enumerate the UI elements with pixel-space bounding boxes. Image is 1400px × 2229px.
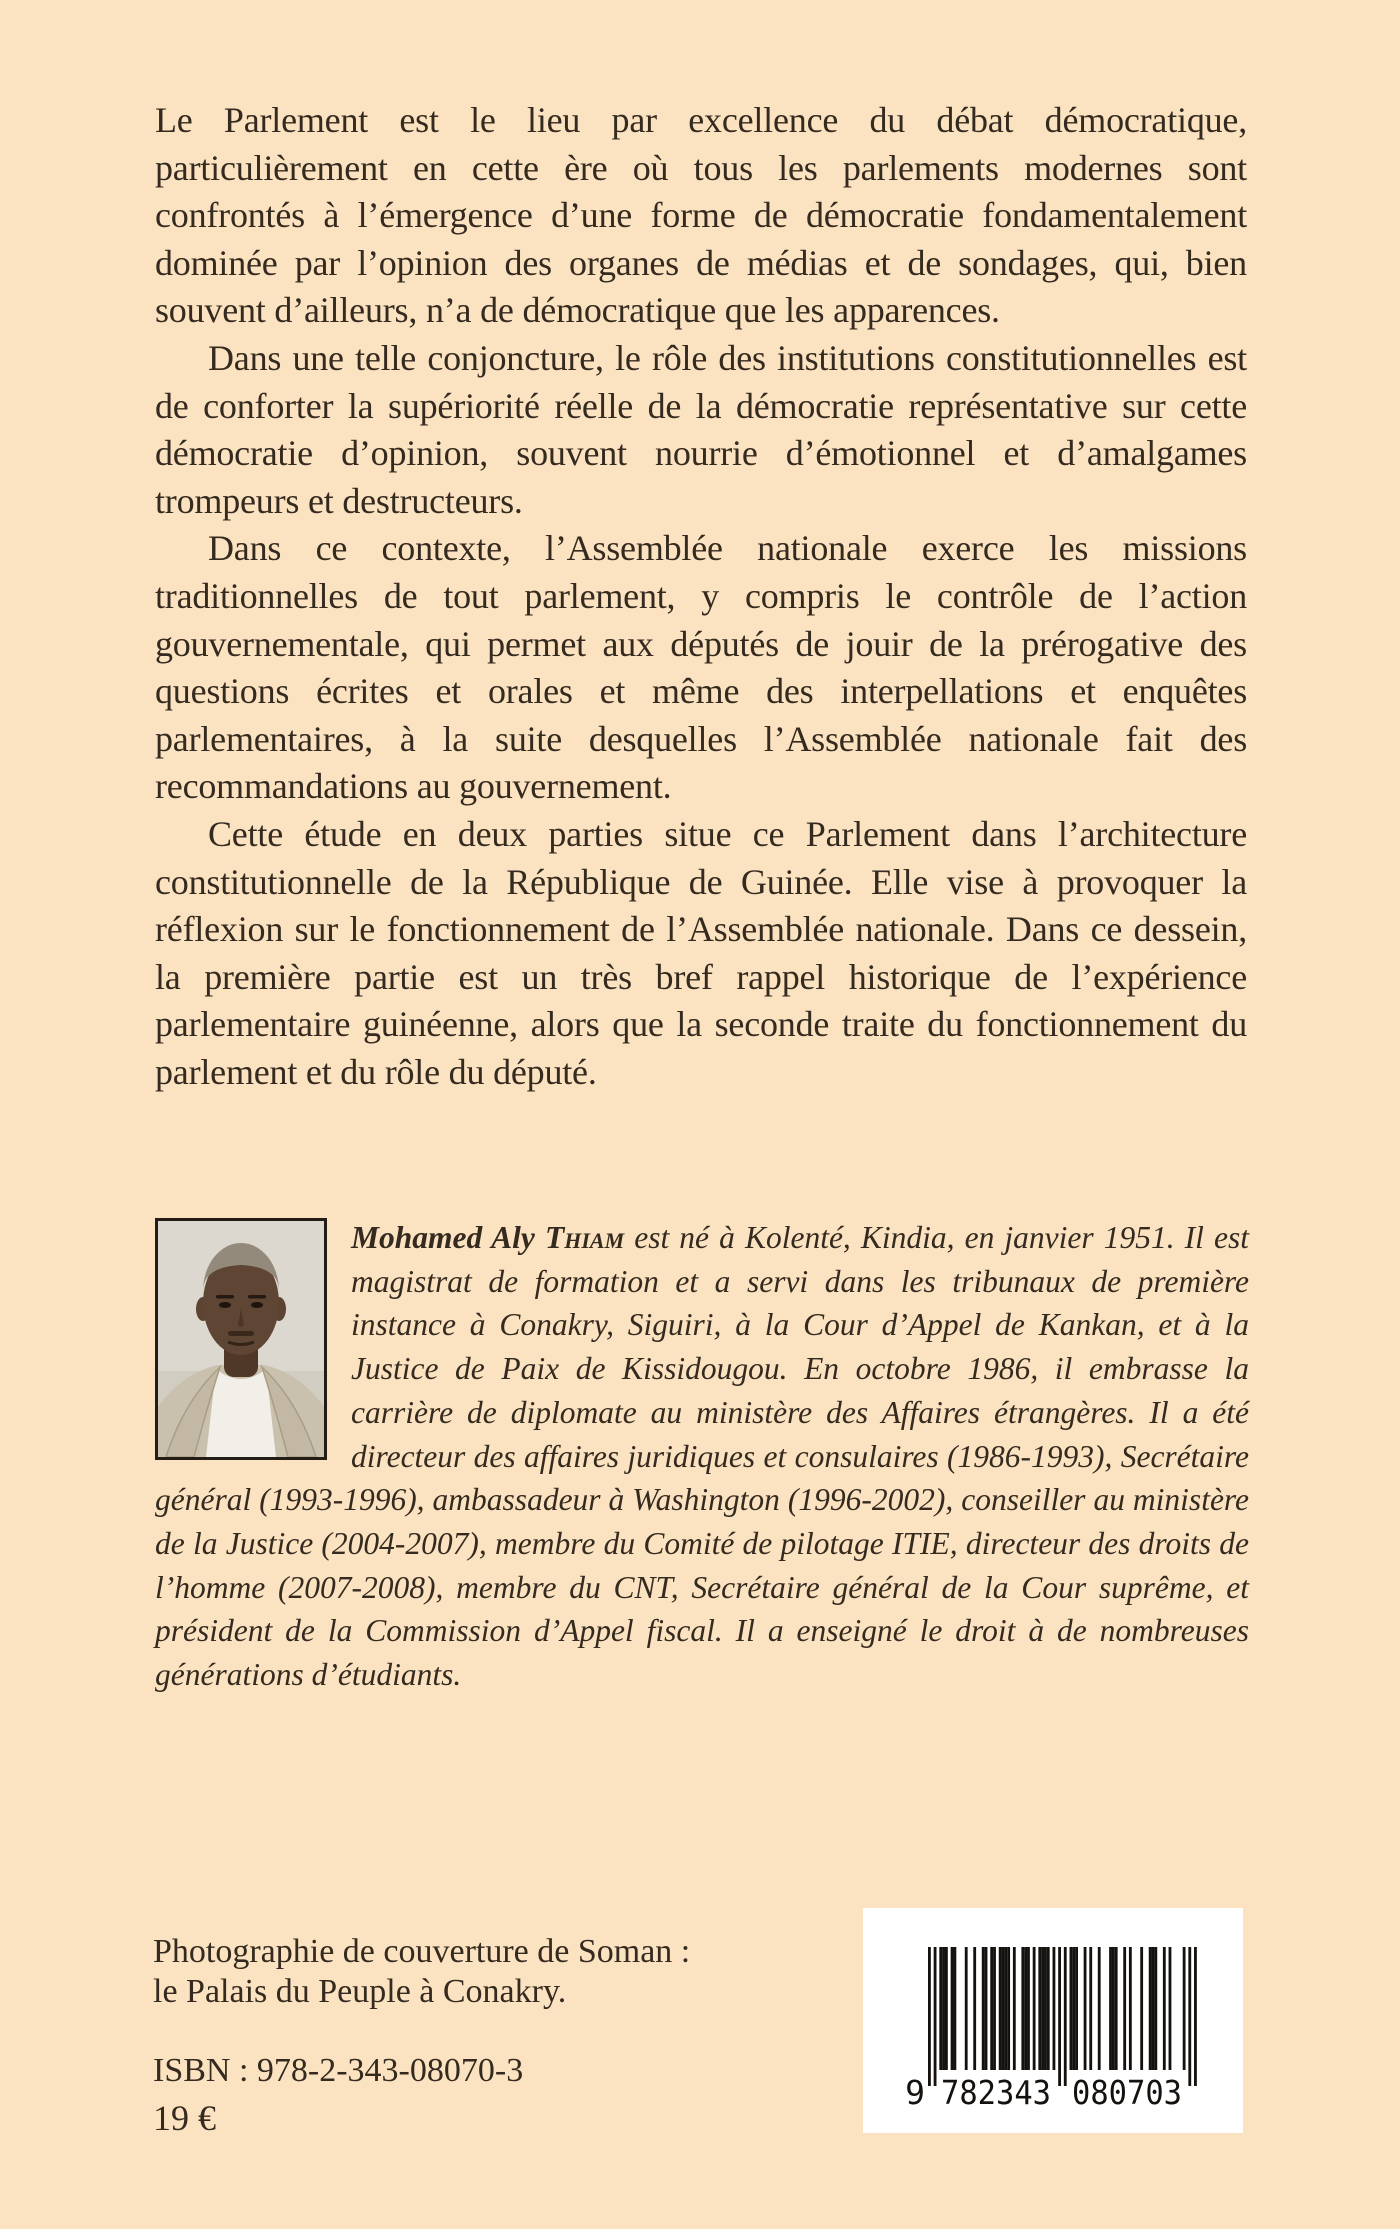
- barcode-digits-group1: 782343: [941, 2073, 1051, 2112]
- synopsis-paragraph-2: Dans une telle conjoncture, le rôle des institutions constitutionnelles est de conforter la supériorité réelle de la démocratie représentative sur cette démocratie d’opinion, souvent nourrie d’émotionnel et d’amalgames trompeurs et destructeurs.: [155, 337, 1247, 521]
- author-bio-text: est né à Kolenté, Kindia, en janvier 1951. Il est magistrat de formation et a servi dans les tribunaux de première instance à Conakry, Siguiri, à la Cour d’Appel de Kankan, et à la Justice de Paix de Kissidougou. En octobre 1986, il embrasse la carrière de diplomate au ministère des Affaires étrangères. Il a été directeur des affaires juridiques et consulaires (1986-1993), Secrétaire général (1993-1996), ambassadeur à Washington (1996-2002), conseiller au ministère de la Justice (2004-2007), membre du Comité de pilotage ITIE, directeur des droits de l’homme (2007-2008), membre du CNT, Secrétaire général de la Cour suprême, et président de la Commission d’Appel fiscal. Il a enseigné le droit à de nombreuses générations d’étudiants.: [155, 1220, 1249, 1693]
- barcode-svg: [863, 1908, 1243, 2133]
- cover-photo-credit-line2: le Palais du Peuple à Conakry.: [153, 1973, 567, 2010]
- barcode-digits-group2: 080703: [1072, 2073, 1182, 2112]
- barcode-digit-first: 9: [905, 2073, 925, 2112]
- synopsis-paragraph-1: Le Parlement est le lieu par excellence du débat démocratique, particulièrement en cette ère où tous les parlements modernes sont confrontés à l’émergence d’une forme de démocratie fondamentalement dominée par l’opinion des organes de médias et de sondages, qui, bien souvent d’ailleurs, n’a de démocratique que les apparences.: [155, 100, 1247, 331]
- cover-photo-credit: [153, 1932, 690, 2012]
- author-name-lead: Mohamed Aly: [351, 1220, 545, 1255]
- isbn-text: ISBN : 978-2-343-08070-3: [153, 2052, 524, 2089]
- author-portrait-graphic: [158, 1221, 324, 1457]
- barcode-panel: [863, 1908, 1243, 2133]
- author-bio: [155, 1216, 1249, 1697]
- author-portrait: [155, 1218, 327, 1460]
- barcode-bars: [928, 1947, 1197, 2086]
- synopsis: [155, 97, 1247, 1096]
- synopsis-paragraph-3: Dans ce contexte, l’Assemblée nationale exerce les missions traditionnelles de tout parlement, y compris le contrôle de l’action gouvernementale, qui permet aux députés de jouir de la prérogative des questions écrites et orales et même des interpellations et enquêtes parlementaires, à la suite desquelles l’Assemblée nationale fait des recommandations au gouvernement.: [155, 528, 1247, 807]
- synopsis-paragraph-4: Cette étude en deux parties situe ce Parlement dans l’architecture constitutionnelle de la République de Guinée. Elle vise à provoquer la réflexion sur le fonctionnement de l’Assemblée nationale. Dans ce dessein, la première partie est un très bref rappel historique de l’expérience parlementaire guinéenne, alors que la seconde traite du fonctionnement du parlement et du rôle du député.: [155, 813, 1247, 1092]
- price-text: 19 €: [153, 2098, 216, 2138]
- author-name-surname: Thiam: [545, 1220, 625, 1255]
- cover-photo-credit-line1: Photographie de couverture de Soman :: [153, 1933, 691, 1970]
